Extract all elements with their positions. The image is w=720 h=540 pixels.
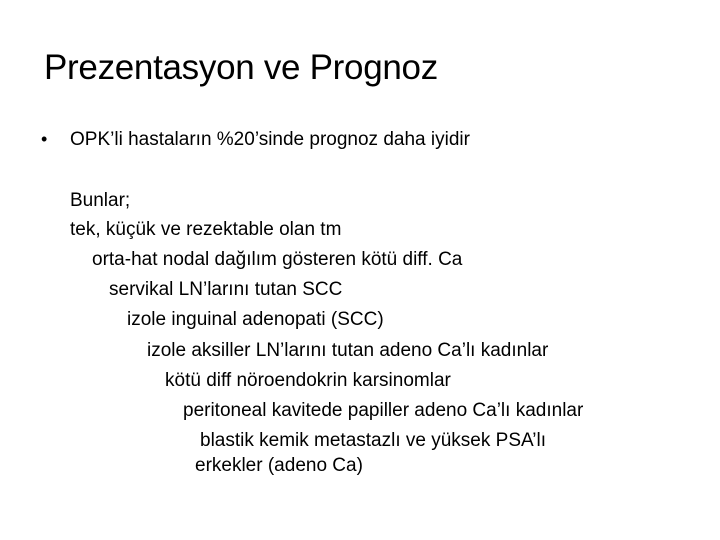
list-item: servikal LN’larını tutan SCC <box>109 279 343 300</box>
list-item: kötü diff nöroendokrin karsinomlar <box>165 370 451 391</box>
list-item: tek, küçük ve rezektable olan tm <box>70 219 342 240</box>
list-item-continuation: erkekler (adeno Ca) <box>195 455 363 476</box>
bullet-icon: • <box>41 129 48 149</box>
list-item: izole aksiller LN’larını tutan adeno Ca’lı kadınlar <box>147 340 549 361</box>
list-item: blastik kemik metastazlı ve yüksek PSA’lı <box>200 430 546 451</box>
bullet-text: OPK’li hastaların %20’sinde prognoz daha iyidir <box>70 129 470 150</box>
list-heading: Bunlar; <box>70 190 131 211</box>
list-item: orta-hat nodal dağılım gösteren kötü diff. Ca <box>92 249 463 270</box>
slide-title: Prezentasyon ve Prognoz <box>44 48 438 87</box>
list-item: peritoneal kavitede papiller adeno Ca’lı kadınlar <box>183 400 584 421</box>
list-item: izole inguinal adenopati (SCC) <box>127 309 384 330</box>
